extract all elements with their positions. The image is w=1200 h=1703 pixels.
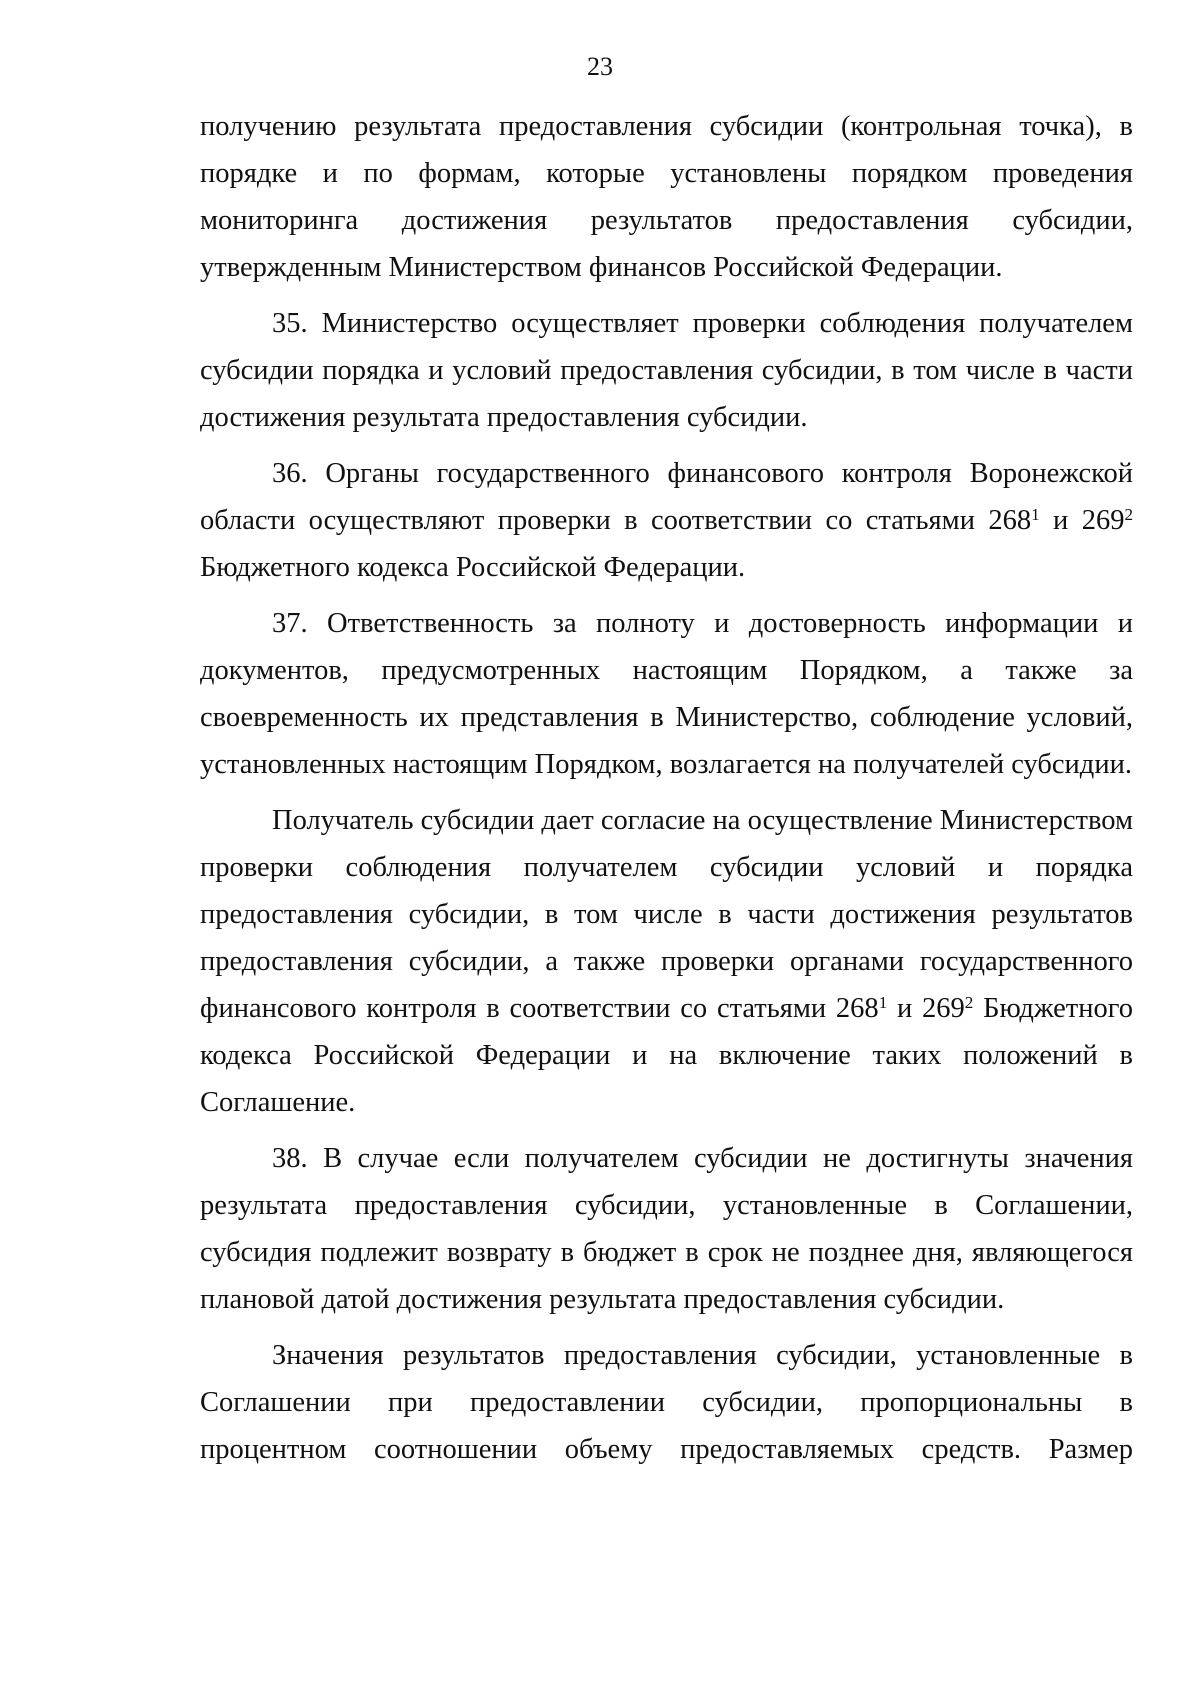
text-line: процентном соотношении объему предоставляемых средств. Размер (200, 1434, 1133, 1465)
text-line: Соглашении при предоставлении субсидии, пропорциональны в (200, 1387, 1133, 1418)
paragraph-consent-first-line: Получатель субсидии дает согласие на осуществление Министерством (272, 805, 1133, 836)
line-part: Бюджетного (973, 993, 1133, 1024)
text-line: мониторинга достижения результатов предоставления субсидии, (200, 205, 1133, 236)
text-line: получению результата предоставления субсидии (контрольная точка), в (200, 111, 1133, 142)
paragraph-36-first-line: 36. Органы государственного финансового контроля Воронежской (272, 458, 1133, 489)
line-part: области осуществляют проверки в соответствии со статьями 268 (200, 505, 1032, 536)
superscript: 1 (878, 993, 888, 1013)
text-line: Соглашение. (200, 1087, 356, 1118)
line-part: и 269 (1039, 505, 1125, 536)
text-line: своевременность их представления в Министерство, соблюдение условий, (200, 702, 1133, 733)
text-line: проверки соблюдения получателем субсидии условий и порядка (200, 852, 1133, 883)
text-line: субсидии порядка и условий предоставления субсидии, в том числе в части (200, 355, 1133, 386)
line-part: и 269 (887, 993, 965, 1024)
superscript: 2 (1124, 505, 1133, 525)
text-line: кодекса Российской Федерации и на включение таких положений в (200, 1040, 1133, 1071)
superscript: 1 (1031, 505, 1040, 525)
text-line (200, 504, 1133, 538)
paragraph-38-first-line: 38. В случае если получателем субсидии не достигнуты значения (272, 1143, 1133, 1174)
text-line (200, 992, 1133, 1026)
text-line: предоставления субсидии, а также проверки органами государственного (200, 946, 1133, 977)
text-line: результата предоставления субсидии, установленные в Соглашении, (200, 1190, 1133, 1221)
superscript: 2 (964, 993, 974, 1013)
paragraph-35-first-line: 35. Министерство осуществляет проверки соблюдения получателем (272, 308, 1133, 339)
text-line: плановой датой достижения результата предоставления субсидии. (200, 1284, 1005, 1315)
text-line: утвержденным Министерством финансов Российской Федерации. (200, 252, 1003, 283)
paragraph-values-first-line: Значения результатов предоставления субсидии, установленные в (272, 1340, 1133, 1371)
paragraph-37-first-line: 37. Ответственность за полноту и достоверность информации и (272, 608, 1133, 639)
text-line: документов, предусмотренных настоящим Порядком, а также за (200, 655, 1133, 686)
text-line: порядке и по формам, которые установлены порядком проведения (200, 158, 1133, 189)
text-line: предоставления субсидии, в том числе в части достижения результатов (200, 899, 1133, 930)
text-line: Бюджетного кодекса Российской Федерации. (200, 552, 746, 583)
text-line: достижения результата предоставления субсидии. (200, 402, 808, 433)
text-line: субсидия подлежит возврату в бюджет в срок не позднее дня, являющегося (200, 1237, 1133, 1268)
page-number: 23 (587, 52, 613, 81)
text-line: установленных настоящим Порядком, возлагается на получателей субсидии. (200, 749, 1132, 780)
line-part: финансового контроля в соответствии со статьями 268 (200, 993, 879, 1024)
